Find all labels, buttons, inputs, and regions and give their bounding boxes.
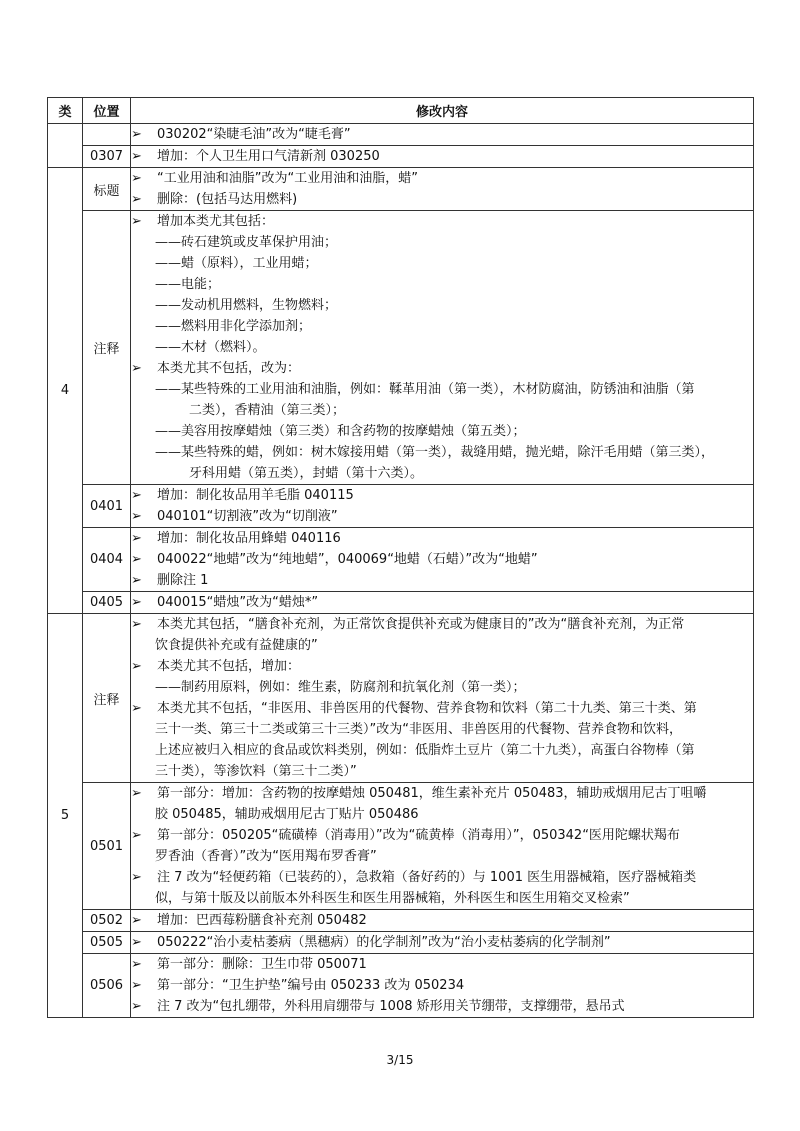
bullet-continuation: 三十类），等渗饮料（第三十二类）” — [155, 764, 357, 779]
bullet-item — [131, 975, 753, 996]
arrow-bullet-icon: ➢ — [131, 171, 142, 186]
arrow-bullet-icon: ➢ — [131, 149, 142, 164]
bullet-text: 增加：巴西莓粉膳食补充剂 050482 — [157, 913, 367, 928]
bullet-item — [131, 932, 753, 953]
position-cell: 0502 — [83, 910, 131, 932]
header-class: 类 — [48, 98, 83, 124]
content-cell — [131, 168, 754, 211]
arrow-bullet-icon: ➢ — [131, 488, 142, 503]
arrow-bullet-icon: ➢ — [131, 786, 142, 801]
content-cell — [131, 614, 754, 783]
arrow-bullet-icon: ➢ — [131, 999, 142, 1014]
arrow-bullet-icon: ➢ — [131, 214, 142, 229]
bullet-text: 第一部分：“卫生护垫”编号由 050233 改为 050234 — [157, 978, 465, 993]
bullet-text: 040101“切割液”改为“切削液” — [157, 509, 338, 524]
bullet-text: “工业用油和油脂”改为“工业用油和油脂，蜡” — [157, 171, 418, 186]
arrow-bullet-icon: ➢ — [131, 361, 142, 376]
bullet-item — [131, 358, 753, 379]
content-cell — [131, 211, 754, 485]
table-row — [48, 932, 754, 954]
bullet-text: 本类尤其包括，“膳食补充剂，为正常饮食提供补充或为健康目的”改为“膳食补充剂，为正常 — [157, 617, 685, 632]
bullet-item — [131, 549, 753, 570]
bullet-item — [131, 485, 753, 506]
content-cell — [131, 146, 754, 168]
content-cell — [131, 954, 754, 1018]
content-cell — [131, 528, 754, 592]
table-row — [48, 910, 754, 932]
bullet-text: 删除注 1 — [157, 573, 209, 588]
header-position: 位置 — [83, 98, 131, 124]
table-row — [48, 211, 754, 485]
bullet-continuation: 似，与第十版及以前版本外科医生和医生用器械箱，外科医生和医生用箱交叉检索” — [155, 891, 630, 906]
bullet-text: 050222“治小麦枯萎病（黑穗病）的化学制剂”改为“治小麦枯萎病的化学制剂” — [157, 935, 611, 950]
bullet-text: 增加：制化妆品用羊毛脂 040115 — [157, 488, 354, 503]
table-row — [48, 124, 754, 146]
arrow-bullet-icon: ➢ — [131, 701, 142, 716]
bullet-item — [131, 656, 753, 677]
arrow-bullet-icon: ➢ — [131, 127, 142, 142]
bullet-item — [131, 698, 753, 719]
table-row — [48, 783, 754, 910]
arrow-bullet-icon: ➢ — [131, 552, 142, 567]
bullet-item — [131, 211, 753, 232]
arrow-bullet-icon: ➢ — [131, 870, 142, 885]
bullet-continuation: 三十一类、第三十二类或第三十三类）”改为“非医用、非兽医用的代餐物、营养食物和饮料， — [155, 722, 682, 737]
position-cell: 0401 — [83, 485, 131, 528]
bullet-text: 第一部分：050205“硫磺棒（消毒用）”改为“硫黄棒（消毒用）”，050342“医用陀螺状羯布 — [157, 828, 680, 843]
class-cell: 5 — [48, 614, 83, 1018]
bullet-text: 040022“地蜡”改为“纯地蜡”，040069“地蜡（石蜡）”改为“地蜡” — [157, 552, 538, 567]
bullet-text: 删除：(包括马达用燃料) — [157, 192, 298, 207]
position-cell: 0307 — [83, 146, 131, 168]
bullet-item — [131, 867, 753, 888]
sub-item: ——某些特殊的工业用油和油脂，例如：鞣革用油（第一类），木材防腐油，防锈油和油脂（第 — [155, 382, 695, 397]
bullet-item — [131, 189, 753, 210]
content-cell — [131, 485, 754, 528]
table-row — [48, 528, 754, 592]
content-cell — [131, 124, 754, 146]
bullet-text: 本类尤其不包括，改为： — [157, 361, 301, 376]
bullet-item — [131, 168, 753, 189]
arrow-bullet-icon: ➢ — [131, 659, 142, 674]
bullet-item — [131, 783, 753, 804]
position-cell: 0506 — [83, 954, 131, 1018]
bullet-item — [131, 592, 753, 613]
sub-item-continuation: 二类），香精油（第三类）； — [189, 403, 346, 418]
sub-item: ——燃料用非化学添加剂； — [155, 319, 312, 334]
content-cell — [131, 910, 754, 932]
sub-item: ——发动机用燃料，生物燃料； — [155, 298, 338, 313]
position-cell — [83, 124, 131, 146]
bullet-text: 本类尤其不包括，增加： — [157, 659, 301, 674]
sub-item: ——电能； — [155, 277, 221, 292]
bullet-text: 本类尤其不包括，“非医用、非兽医用的代餐物、营养食物和饮料（第二十九类、第三十类、第 — [157, 701, 697, 716]
bullet-continuation: 上述应被归入相应的食品或饮料类别，例如：低脂炸土豆片（第二十九类），高蛋白谷物棒（第 — [155, 743, 695, 758]
bullet-text: 增加：制化妆品用蜂蜡 040116 — [157, 531, 341, 546]
amendment-table — [47, 97, 754, 1018]
bullet-item — [131, 825, 753, 846]
arrow-bullet-icon: ➢ — [131, 828, 142, 843]
table-row — [48, 954, 754, 1018]
bullet-item — [131, 570, 753, 591]
bullet-text: 增加本类尤其包括： — [157, 214, 275, 229]
bullet-item — [131, 954, 753, 975]
arrow-bullet-icon: ➢ — [131, 913, 142, 928]
arrow-bullet-icon: ➢ — [131, 957, 142, 972]
position-cell: 0404 — [83, 528, 131, 592]
table-row — [48, 485, 754, 528]
position-cell: 注释 — [83, 614, 131, 783]
arrow-bullet-icon: ➢ — [131, 935, 142, 950]
sub-item: ——制药用原料，例如：维生素，防腐剂和抗氧化剂（第一类）； — [155, 680, 526, 695]
bullet-text: 增加：个人卫生用口气清新剂 030250 — [157, 149, 380, 164]
bullet-text: 注 7 改为“包扎绷带，外科用肩绷带与 1008 矫形用关节绷带，支撑绷带，悬吊式 — [157, 999, 625, 1014]
sub-item: ——蜡（原料），工业用蜡； — [155, 256, 318, 271]
bullet-item — [131, 910, 753, 931]
sub-item: ——某些特殊的蜡，例如：树木嫁接用蜡（第一类），裁缝用蜡，抛光蜡，除汗毛用蜡（第三类）， — [155, 445, 715, 460]
position-cell: 0405 — [83, 592, 131, 614]
bullet-text: 注 7 改为“轻便药箱（已装药的），急救箱（备好药的）与 1001 医生用器械箱，医疗器械箱类 — [157, 870, 697, 885]
bullet-item — [131, 124, 753, 145]
arrow-bullet-icon: ➢ — [131, 595, 142, 610]
class-cell — [48, 124, 83, 168]
arrow-bullet-icon: ➢ — [131, 509, 142, 524]
content-cell — [131, 932, 754, 954]
arrow-bullet-icon: ➢ — [131, 573, 142, 588]
bullet-text: 第一部分：删除：卫生巾带 050071 — [157, 957, 367, 972]
bullet-text: 第一部分：增加：含药物的按摩蜡烛 050481，维生素补充片 050483，辅助戒烟用尼古丁咀嚼 — [157, 786, 707, 801]
position-cell: 注释 — [83, 211, 131, 485]
bullet-continuation: 罗香油（香膏）”改为“医用羯布罗香膏” — [155, 849, 377, 864]
sub-item: ——砖石建筑或皮革保护用油； — [155, 235, 338, 250]
bullet-continuation: 胶 050485，辅助戒烟用尼古丁贴片 050486 — [155, 807, 419, 822]
content-cell — [131, 783, 754, 910]
class-cell: 4 — [48, 168, 83, 614]
table-header-row — [48, 98, 754, 124]
sub-item: ——美容用按摩蜡烛（第三类）和含药物的按摩蜡烛（第五类）； — [155, 424, 526, 439]
position-cell: 0505 — [83, 932, 131, 954]
arrow-bullet-icon: ➢ — [131, 978, 142, 993]
bullet-item — [131, 146, 753, 167]
sub-item-continuation: 牙科用蜡（第五类），封蜡（第十六类）。 — [189, 466, 424, 481]
table-row — [48, 592, 754, 614]
sub-item: ——木材（燃料）。 — [155, 340, 266, 355]
table-row — [48, 614, 754, 783]
bullet-text: 030202“染睫毛油”改为“睫毛膏” — [157, 127, 351, 142]
bullet-item — [131, 996, 753, 1017]
position-cell: 0501 — [83, 783, 131, 910]
table-row — [48, 168, 754, 211]
bullet-continuation: 饮食提供补充或有益健康的” — [155, 638, 318, 653]
table-row — [48, 146, 754, 168]
content-cell — [131, 592, 754, 614]
header-content: 修改内容 — [131, 98, 754, 124]
bullet-item — [131, 614, 753, 635]
page-number: 3/15 — [386, 1053, 414, 1067]
bullet-text: 040015“蜡烛”改为“蜡烛*” — [157, 595, 319, 610]
position-cell: 标题 — [83, 168, 131, 211]
bullet-item — [131, 506, 753, 527]
bullet-item — [131, 528, 753, 549]
arrow-bullet-icon: ➢ — [131, 531, 142, 546]
arrow-bullet-icon: ➢ — [131, 192, 142, 207]
arrow-bullet-icon: ➢ — [131, 617, 142, 632]
